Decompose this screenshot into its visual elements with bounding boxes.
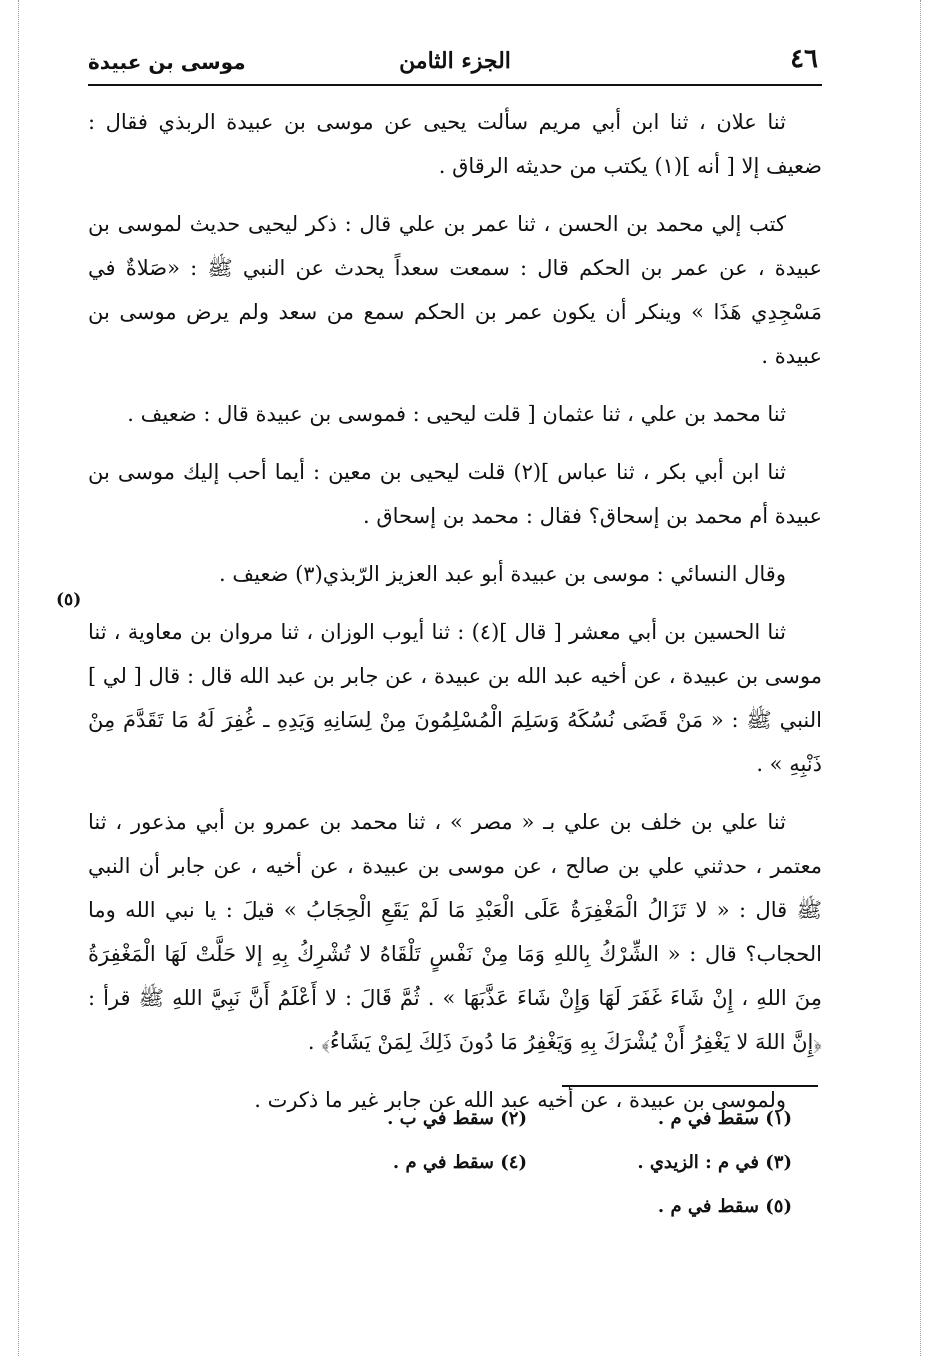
page-edge-dotted-line — [920, 0, 921, 1356]
page-edge-dotted-line — [18, 0, 19, 1356]
footnote-3: (٣) في م : الزيدي . — [637, 1152, 792, 1173]
paragraph: وقال النسائي : موسى بن عبيدة أبو عبد العزيز الرّبذي(٣) ضعيف . — [219, 562, 786, 586]
footnote-separator — [562, 1085, 818, 1087]
paragraph: ثنا علي بن خلف بن علي بـ « مصر » ، ثنا محمد بن عمرو بن أبي مذعور ، ثنا معتمر ، حدثني علي بن صالح ، عن موسى بن عبيدة ، عن أخيه ، عن جابر أن النبي ﷺ قال : « لا تَزَالُ الْمَغْفِرَةُ عَلَى الْعَبْدِ مَا لَمْ يَقَعِ الْحِجَابُ » قيلَ : يا نبي الله وما الحجاب؟ قال : « الشِّرْكُ بِاللهِ وَمَا مِنْ نَفْسٍ تَلْقَاهُ لا تُشْرِكُ بِهِ إلا حَلَّتْ لَهَا الْمَغْفِرَةُ مِنَ اللهِ ، إِنْ شَاءَ غَفَرَ لَهَا وَإِنْ شَاءَ عَذَّبَهَا » . ثُمَّ قَالَ : لا أَعْلَمُ أَنَّ نَبِيَّ اللهِ ﷺ قرأ : ﴿إِنَّ اللهَ لا يَغْفِرُ أَنْ يُشْرَكَ بِهِ وَيَغْفِرُ مَا دُونَ ذَلِكَ لِمَنْ يَشَاءُ﴾ . — [88, 810, 822, 1054]
paragraph: ثنا علان ، ثنا ابن أبي مريم سألت يحيى عن موسى بن عبيدة الربذي فقال : ضعيف إلا [ أنه ](١) يكتب من حديثه الرقاق . — [88, 110, 822, 178]
header-volume-title: الجزء الثامن — [399, 48, 511, 74]
running-header — [88, 44, 822, 86]
header-entry-name: موسى بن عبيدة — [88, 50, 246, 74]
paragraph: ثنا محمد بن علي ، ثنا عثمان [ قلت ليحيى : فموسى بن عبيدة قال : ضعيف . — [127, 402, 786, 426]
footnote-2: (٢) سقط في ب . — [387, 1108, 527, 1129]
margin-note-marker: (٥) — [56, 590, 82, 610]
paragraph: ولموسى بن عبيدة ، عن أخيه عبد الله عن جابر غير ما ذكرت . — [254, 1088, 786, 1112]
page-number: ٤٦ — [790, 44, 818, 74]
paragraph: كتب إلي محمد بن الحسن ، ثنا عمر بن علي قال : ذكر ليحيى حديث لموسى بن عبيدة ، عن عمر بن الحكم قال : سمعت سعداً يحدث عن النبي ﷺ : «صَلاةٌ في مَسْجِدِي هَذَا » وينكر أن يكون عمر بن الحكم سمع من سعد ولم يرض موسى بن عبيدة . — [88, 212, 822, 368]
paragraph: ثنا الحسين بن أبي معشر [ قال ](٤) : ثنا أيوب الوزان ، ثنا مروان بن معاوية ، ثنا موسى بن عبيدة ، عن أخيه عبد الله بن عبيدة ، عن جابر بن عبد الله قال : قال [ لي ] النبي ﷺ : « مَنْ قَضَى نُسُكَهُ وَسَلِمَ الْمُسْلِمُونَ مِنْ لِسَانِهِ وَيَدِهِ ـ غُفِرَ لَهُ مَا تَقَدَّمَ مِنْ ذَنْبِهِ » . — [88, 620, 822, 776]
footnote-5: (٥) سقط في م . — [657, 1196, 792, 1217]
footnote-1: (١) سقط في م . — [657, 1108, 792, 1129]
footnote-4: (٤) سقط في م . — [392, 1152, 527, 1173]
paragraph: ثنا ابن أبي بكر ، ثنا عباس ](٢) قلت ليحيى بن معين : أيما أحب إليك موسى بن عبيدة أم محمد بن إسحاق؟ فقال : محمد بن إسحاق . — [88, 460, 822, 528]
main-text — [88, 100, 822, 1136]
